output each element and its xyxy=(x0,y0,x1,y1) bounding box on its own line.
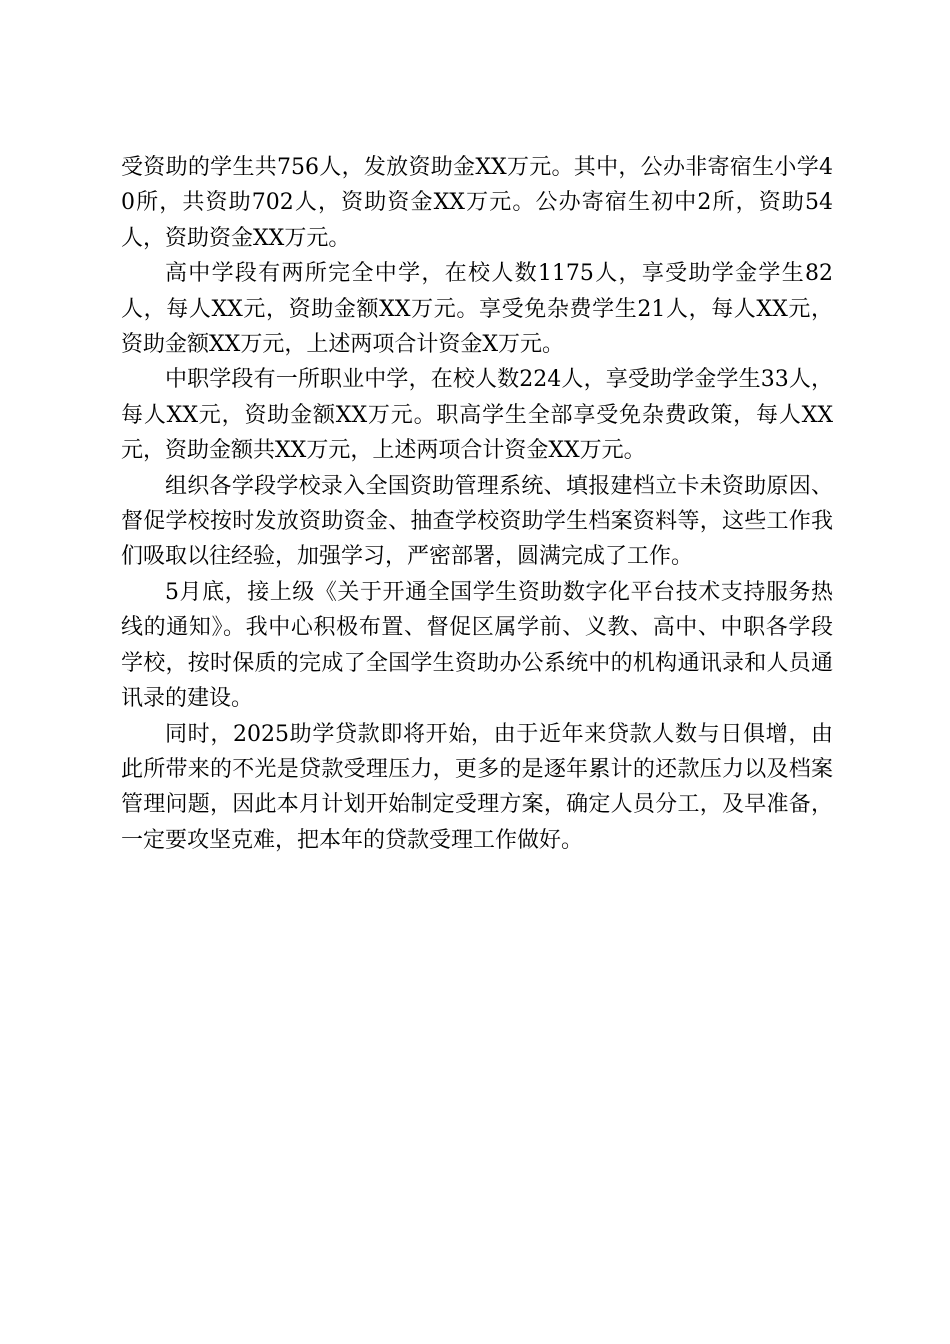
paragraph-high-school: 高中学段有两所完全中学，在校人数1175人，享受助学金学生82人，每人XX元，资助金额XX万元。享受免杂费学生21人，每人XX元，资助金额XX万元，上述两项合计资金X万元。 xyxy=(121,261,833,358)
document-body xyxy=(121,150,833,858)
paragraph-funding-summary: 受资助的学生共756人，发放资助金XX万元。其中，公办非寄宿生小学40所，共资助702人，资助资金XX万元。公办寄宿生初中2所，资助54人，资助资金XX万元。 xyxy=(121,155,833,251)
paragraph-hotline-notice: 5月底，接上级《关于开通全国学生资助数字化平台技术支持服务热线的通知》。我中心积极布置、督促区属学前、义教、高中、中职各学段学校，按时保质的完成了全国学生资助办公系统中的机构通讯录和人员通讯录的建设。 xyxy=(121,579,833,712)
paragraph-vocational-school: 中职学段有一所职业中学，在校人数224人，享受助学金学生33人，每人XX元，资助金额XX万元。职高学生全部享受免杂费政策，每人XX元，资助金额共XX万元，上述两项合计资金XX万元。 xyxy=(121,367,833,464)
paragraph-student-loans: 同时，2025助学贷款即将开始，由于近年来贷款人数与日俱增，由此所带来的不光是贷款受理压力，更多的是逐年累计的还款压力以及档案管理问题，因此本月计划开始制定受理方案，确定人员分工，及早准备，一定要攻坚克难，把本年的贷款受理工作做好。 xyxy=(121,721,833,853)
paragraph-system-work: 组织各学段学校录入全国资助管理系统、填报建档立卡未资助原因、督促学校按时发放资助资金、抽查学校资助学生档案资料等，这些工作我们吸取以往经验，加强学习，严密部署，圆满完成了工作。 xyxy=(121,473,833,570)
